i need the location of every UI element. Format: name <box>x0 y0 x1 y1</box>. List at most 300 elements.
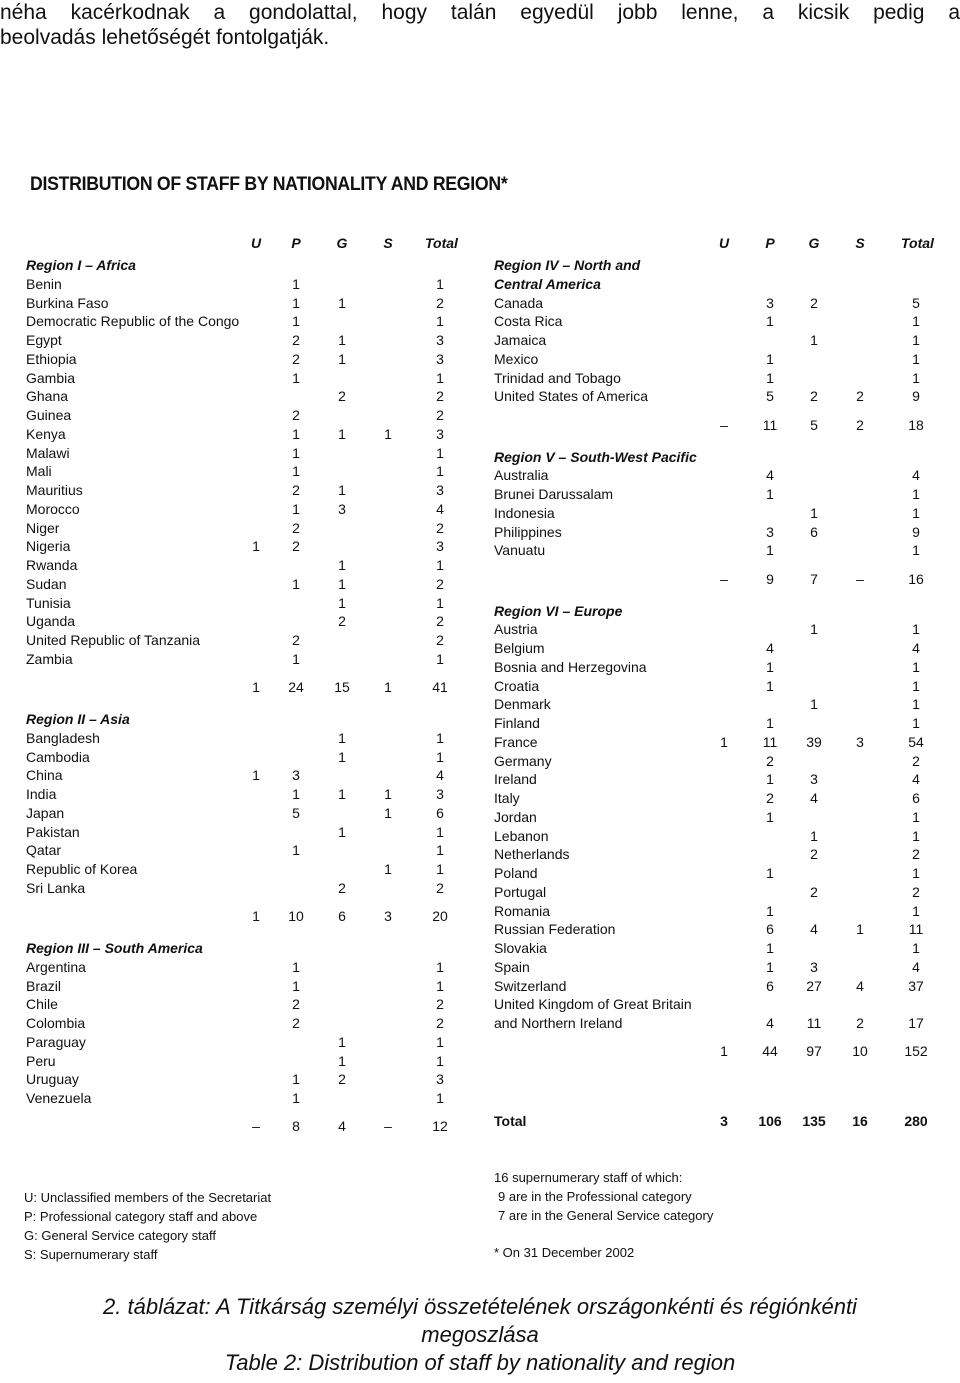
cell-t: 9 <box>912 523 920 540</box>
table-row <box>494 920 942 938</box>
cell-t: 1 <box>436 313 444 330</box>
cell-g: G <box>808 235 820 251</box>
row-label: Niger <box>26 519 60 536</box>
cell-s: 2 <box>856 388 864 405</box>
cell-g: 1 <box>338 350 346 367</box>
region-title <box>494 256 942 274</box>
row-label: Total <box>494 1113 527 1129</box>
row-label: Peru <box>26 1052 56 1069</box>
cell-p: 1 <box>292 500 300 517</box>
cell-t: 1 <box>912 940 920 956</box>
cell-g: 1 <box>338 786 346 802</box>
row-label: Venezuela <box>26 1090 92 1106</box>
table-row <box>494 958 942 976</box>
table-row <box>494 350 942 368</box>
cell-g: 1 <box>338 482 346 498</box>
cell-s: 16 <box>852 1113 868 1129</box>
cell-p: 1 <box>292 275 300 292</box>
table-row <box>494 620 942 638</box>
cell-p: 24 <box>288 679 304 695</box>
row-label: Finland <box>494 715 540 731</box>
cell-p: 2 <box>292 996 300 1013</box>
row-label: Trinidad and Tobago <box>494 369 621 386</box>
row-label: Jordan <box>494 808 537 825</box>
staff-table-scan <box>18 168 942 1275</box>
intro-paragraph <box>0 0 960 50</box>
table-row <box>494 523 942 541</box>
cell-t: 16 <box>908 570 924 587</box>
cell-u: 1 <box>720 1043 728 1060</box>
table-row <box>26 1052 466 1070</box>
cell-t: 1 <box>436 650 444 667</box>
table-row <box>494 939 942 957</box>
cell-t: 37 <box>908 977 924 994</box>
caption-line-1: 2. táblázat: A Titkárság személyi összetételének országonkénti és régiónkénti <box>103 1294 857 1319</box>
row-label: United Kingdom of Great Britain <box>494 996 692 1013</box>
cell-p: 6 <box>766 921 774 938</box>
cell-t: 2 <box>436 294 444 311</box>
cell-s: 3 <box>384 908 392 924</box>
table-row <box>494 864 942 882</box>
table-row <box>494 658 942 676</box>
row-label: Jamaica <box>494 332 547 348</box>
table-row <box>26 650 466 668</box>
cell-p: 1 <box>766 940 774 956</box>
cell-t: 1 <box>436 823 444 840</box>
cell-t: 1 <box>436 861 444 877</box>
cell-p: 1 <box>292 313 300 330</box>
cell-p: 2 <box>292 538 300 555</box>
cell-p: 3 <box>766 523 774 540</box>
legend-item: S: Supernumerary staff <box>24 1247 158 1262</box>
cell-t: 2 <box>912 883 920 900</box>
cell-s: – <box>856 570 864 587</box>
cell-p: 2 <box>292 519 300 536</box>
row-label: Indonesia <box>494 504 555 521</box>
cell-s: S <box>855 235 865 251</box>
cell-g: 1 <box>338 332 346 348</box>
intro-line-2: beolvadás lehetőségét fontolgatják. <box>0 26 330 49</box>
row-label: Guinea <box>26 407 72 423</box>
table-row <box>26 1089 466 1107</box>
region-subtotal-row <box>26 1117 466 1135</box>
row-label: Australia <box>494 467 549 484</box>
cell-t: 18 <box>908 416 924 433</box>
table-row <box>26 350 466 368</box>
region-subtotal-row <box>494 1042 942 1060</box>
row-label: Costa Rica <box>494 313 563 330</box>
column-header-row <box>494 234 942 252</box>
row-label: Brunei Darussalam <box>494 486 614 502</box>
row-label: Denmark <box>494 696 551 713</box>
cell-t: 2 <box>436 575 444 592</box>
cell-g: 39 <box>806 733 822 750</box>
cell-g: 27 <box>806 977 822 994</box>
row-label: Chile <box>26 996 58 1013</box>
row-label: Republic of Korea <box>26 861 138 877</box>
table-row <box>494 387 942 405</box>
cell-g: 2 <box>810 883 818 900</box>
row-label: Portugal <box>494 883 547 900</box>
row-label: Tunisia <box>26 594 71 611</box>
cell-g: G <box>336 235 348 251</box>
table-row <box>494 808 942 826</box>
table-row <box>26 537 466 555</box>
cell-t: 1 <box>912 369 920 386</box>
table-row <box>494 827 942 845</box>
row-label: Democratic Republic of the Congo <box>26 313 240 330</box>
table-row <box>26 958 466 976</box>
table-row <box>494 733 942 751</box>
cell-p: 1 <box>292 842 300 859</box>
table-row <box>26 275 466 293</box>
table-left-column <box>26 168 466 1168</box>
cell-t: 1 <box>436 1033 444 1050</box>
row-label: Uganda <box>26 613 76 630</box>
cell-p: 3 <box>292 767 300 784</box>
cell-p: 5 <box>766 388 774 405</box>
cell-u: 1 <box>720 733 728 750</box>
cell-p: 3 <box>766 294 774 311</box>
cell-p: 1 <box>766 902 774 919</box>
row-label: Benin <box>26 275 62 292</box>
cell-u: 1 <box>252 767 260 784</box>
cell-p: 4 <box>766 1015 774 1031</box>
cell-t: 4 <box>436 500 444 517</box>
row-label: Netherlands <box>494 846 570 863</box>
cell-p: 1 <box>766 658 774 675</box>
cell-g: 1 <box>338 594 346 611</box>
row-label: Brazil <box>26 977 62 994</box>
cell-g: 11 <box>806 1015 822 1031</box>
cell-t: 1 <box>436 275 444 292</box>
cell-p: 1 <box>766 542 774 559</box>
cell-u: U <box>250 235 262 251</box>
table-row <box>494 331 942 349</box>
table-row <box>26 729 466 747</box>
cell-t: 1 <box>436 369 444 386</box>
cell-p: 11 <box>762 416 778 433</box>
row-label: Lebanon <box>494 827 549 844</box>
cell-t: 2 <box>436 632 444 648</box>
cell-t: 1 <box>436 1090 444 1106</box>
cell-t: 1 <box>912 677 920 694</box>
region-title <box>494 602 942 620</box>
table-title: DISTRIBUTION OF STAFF BY NATIONALITY AND REGION* <box>30 174 508 195</box>
cell-t: 1 <box>912 621 920 638</box>
cell-t: 3 <box>436 1071 444 1088</box>
table-row <box>494 677 942 695</box>
table-row <box>26 462 466 480</box>
row-label: Region I – Africa <box>26 257 136 273</box>
row-label: Philippines <box>494 523 562 540</box>
cell-g: 3 <box>810 771 818 788</box>
row-label: Central America <box>494 275 601 292</box>
row-label: Pakistan <box>26 823 80 840</box>
row-label: Austria <box>494 621 538 638</box>
cell-t: 11 <box>908 921 924 938</box>
cell-p: 1 <box>292 1071 300 1088</box>
note-item: 9 are in the Professional category <box>498 1189 692 1204</box>
cell-p: P <box>291 235 301 251</box>
cell-g: 15 <box>334 679 350 695</box>
cell-s: S <box>383 235 393 251</box>
table-row <box>494 977 942 995</box>
cell-t: 2 <box>436 388 444 405</box>
table-row <box>26 444 466 462</box>
cell-t: 152 <box>904 1043 928 1060</box>
legend-item: U: Unclassified members of the Secretariat <box>24 1190 272 1205</box>
cell-g: 1 <box>338 1033 346 1050</box>
cell-s: – <box>384 1118 392 1135</box>
row-label: United Republic of Tanzania <box>26 632 201 648</box>
row-label: Egypt <box>26 332 62 348</box>
row-label: Qatar <box>26 842 62 859</box>
table-row <box>26 823 466 841</box>
cell-t: 41 <box>432 679 448 695</box>
row-label: Slovakia <box>494 940 547 956</box>
cell-g: 1 <box>810 504 818 521</box>
cell-u: – <box>252 1118 260 1135</box>
row-label: India <box>26 786 57 802</box>
table-row <box>494 883 942 901</box>
row-label: France <box>494 733 538 750</box>
cell-p: 2 <box>292 350 300 367</box>
cell-p: 1 <box>766 677 774 694</box>
table-row <box>494 541 942 559</box>
cell-p: 2 <box>766 752 774 769</box>
row-label: Region VI – Europe <box>494 602 623 619</box>
cell-p: 4 <box>766 640 774 656</box>
row-label: Spain <box>494 958 530 975</box>
cell-t: 280 <box>904 1113 928 1129</box>
table-row <box>26 977 466 995</box>
cell-g: 2 <box>810 294 818 311</box>
cell-s: 1 <box>384 425 392 442</box>
cell-g: 2 <box>810 388 818 405</box>
cell-p: 1 <box>292 463 300 480</box>
row-label: and Northern Ireland <box>494 1015 623 1031</box>
row-label: Japan <box>26 804 65 821</box>
cell-t: 1 <box>436 594 444 611</box>
region-title <box>494 448 942 466</box>
grand-total-row <box>494 1112 942 1130</box>
row-label: Region II – Asia <box>26 711 130 727</box>
cell-p: 1 <box>292 1090 300 1106</box>
caption-line-2: megoszlása <box>421 1322 539 1347</box>
table-row <box>26 1014 466 1032</box>
row-label: Kenya <box>26 425 66 442</box>
region-title <box>494 275 942 293</box>
cell-p: 10 <box>288 908 304 924</box>
cell-g: 5 <box>810 416 818 433</box>
cell-s: 10 <box>852 1043 868 1060</box>
table-row <box>26 481 466 499</box>
table-row <box>26 594 466 612</box>
legend-item: P: Professional category staff and above <box>24 1209 258 1224</box>
table-row <box>26 785 466 803</box>
table-row <box>26 575 466 593</box>
caption-line-3: Table 2: Distribution of staff by nationality and region <box>224 1350 736 1375</box>
cell-g: 1 <box>338 823 346 840</box>
cell-s: 1 <box>384 861 392 877</box>
cell-u: 1 <box>252 538 260 555</box>
cell-g: 1 <box>338 1052 346 1069</box>
cell-t: 6 <box>436 804 444 821</box>
region-title <box>26 710 466 728</box>
cell-t: 1 <box>436 463 444 480</box>
row-label: Rwanda <box>26 557 78 573</box>
cell-t: 2 <box>436 519 444 536</box>
column-header-row <box>26 234 466 252</box>
row-label: Belgium <box>494 640 545 656</box>
cell-p: 2 <box>766 790 774 806</box>
table-row <box>494 902 942 920</box>
cell-g: 3 <box>810 958 818 975</box>
row-label: Poland <box>494 865 538 881</box>
cell-t: 1 <box>436 977 444 994</box>
cell-g: 2 <box>338 388 346 405</box>
table-row <box>494 639 942 657</box>
cell-p: 2 <box>292 407 300 423</box>
table-row <box>494 845 942 863</box>
cell-t: 1 <box>912 902 920 919</box>
legend-item: G: General Service category staff <box>24 1228 216 1243</box>
cell-p: 1 <box>292 575 300 592</box>
row-label: Romania <box>494 902 551 919</box>
row-label: Ireland <box>494 771 537 788</box>
cell-t: 3 <box>436 538 444 555</box>
cell-g: 97 <box>806 1043 822 1060</box>
table-caption <box>0 1293 960 1377</box>
row-label: Morocco <box>26 500 80 517</box>
cell-t: 1 <box>912 486 920 502</box>
row-label: Cambodia <box>26 748 90 765</box>
table-row <box>494 1014 942 1032</box>
row-label: Sudan <box>26 575 67 592</box>
region-subtotal-row <box>26 678 466 696</box>
cell-p: 44 <box>762 1043 778 1060</box>
cell-p: 5 <box>292 804 300 821</box>
cell-g: 4 <box>810 921 818 938</box>
cell-g: 1 <box>338 575 346 592</box>
cell-t: 1 <box>436 444 444 461</box>
row-label: Mauritius <box>26 482 83 498</box>
cell-t: 1 <box>912 350 920 367</box>
cell-p: 11 <box>762 733 778 750</box>
cell-t: 2 <box>436 1015 444 1031</box>
row-label: Mali <box>26 463 52 480</box>
cell-p: 1 <box>292 369 300 386</box>
table-row <box>26 387 466 405</box>
cell-g: 1 <box>810 827 818 844</box>
table-row <box>494 695 942 713</box>
table-row <box>26 1033 466 1051</box>
table-row <box>494 466 942 484</box>
cell-s: 3 <box>856 733 864 750</box>
cell-p: 106 <box>758 1113 782 1129</box>
row-label: China <box>26 767 63 784</box>
cell-t: 1 <box>912 504 920 521</box>
legend-abbreviations <box>24 1188 271 1264</box>
table-right-column <box>494 168 942 1168</box>
region-subtotal-row <box>494 570 942 588</box>
cell-t: 1 <box>436 748 444 765</box>
cell-g: 1 <box>338 557 346 573</box>
cell-s: 1 <box>384 679 392 695</box>
table-row <box>26 631 466 649</box>
region-subtotal-row <box>494 416 942 434</box>
table-row <box>26 841 466 859</box>
table-row <box>26 425 466 443</box>
row-label: Zambia <box>26 650 73 667</box>
cell-g: 135 <box>802 1113 826 1129</box>
cell-t: 1 <box>912 542 920 559</box>
table-row <box>26 748 466 766</box>
row-label: Croatia <box>494 677 540 694</box>
cell-g: 1 <box>810 621 818 638</box>
cell-t: 3 <box>436 332 444 348</box>
row-label: Burkina Faso <box>26 294 109 311</box>
cell-t: 1 <box>912 696 920 713</box>
cell-p: 9 <box>766 570 774 587</box>
table-row <box>494 752 942 770</box>
cell-g: 1 <box>338 748 346 765</box>
cell-g: 3 <box>338 500 346 517</box>
table-row <box>26 860 466 878</box>
cell-g: 2 <box>338 613 346 630</box>
cell-p: 2 <box>292 632 300 648</box>
cell-t: 5 <box>912 294 920 311</box>
cell-p: 1 <box>766 808 774 825</box>
table-row <box>26 331 466 349</box>
row-label: Region III – South America <box>26 940 203 956</box>
cell-t: 3 <box>436 482 444 498</box>
table-row <box>26 519 466 537</box>
cell-p: 1 <box>766 865 774 881</box>
cell-g: 2 <box>810 846 818 863</box>
cell-t: 12 <box>432 1118 448 1135</box>
cell-t: 2 <box>912 846 920 863</box>
cell-p: 1 <box>292 425 300 442</box>
cell-t: 4 <box>912 958 920 975</box>
legend-notes <box>494 1168 713 1262</box>
row-label: Paraguay <box>26 1033 86 1050</box>
cell-g: 1 <box>810 332 818 348</box>
table-row <box>494 504 942 522</box>
cell-t: 2 <box>436 996 444 1013</box>
table-row <box>494 995 942 1013</box>
row-label: Gambia <box>26 369 76 386</box>
table-row <box>494 485 942 503</box>
cell-t: 17 <box>908 1015 924 1031</box>
cell-t: 1 <box>436 1052 444 1069</box>
row-label: Ghana <box>26 388 69 405</box>
cell-u: 3 <box>720 1113 728 1129</box>
table-row <box>26 500 466 518</box>
cell-t: 4 <box>912 771 920 788</box>
cell-t: Total <box>901 235 934 251</box>
table-row <box>26 556 466 574</box>
table-row <box>26 804 466 822</box>
cell-t: 3 <box>436 786 444 802</box>
cell-t: 54 <box>908 733 924 750</box>
cell-s: 2 <box>856 1015 864 1031</box>
cell-t: 1 <box>436 842 444 859</box>
cell-p: 1 <box>292 958 300 975</box>
cell-p: 1 <box>292 444 300 461</box>
cell-u: U <box>718 235 730 251</box>
